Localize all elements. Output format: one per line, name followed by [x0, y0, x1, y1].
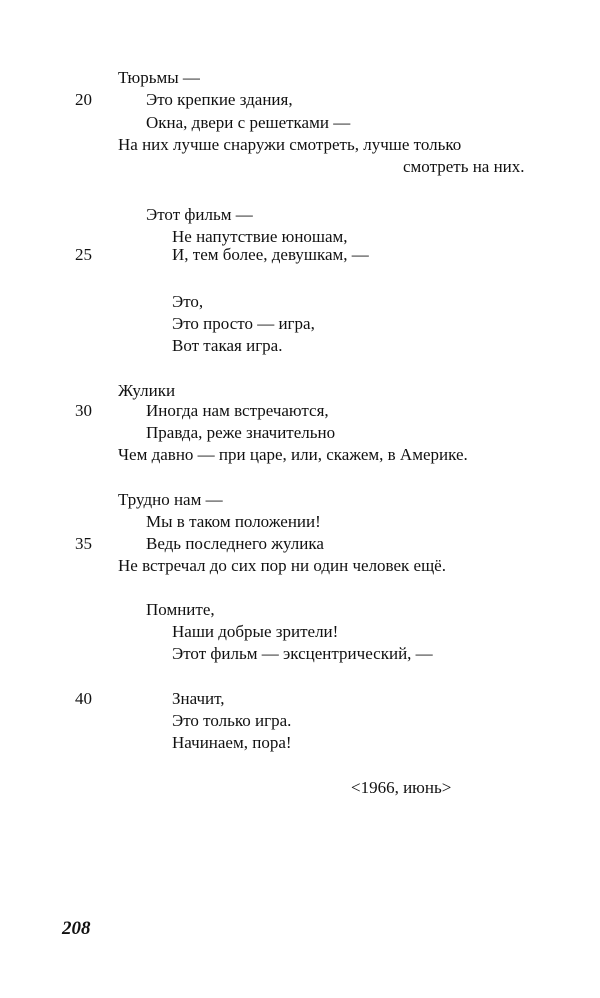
poem-line: Значит, [172, 689, 225, 708]
poem-line: Тюрьмы — [118, 68, 200, 87]
poem-line: И, тем более, девушкам, — [172, 245, 369, 264]
poem-line: Это только игра. [172, 711, 292, 730]
poem-line: Этот фильм — [146, 205, 253, 224]
line-number: 35 [75, 534, 92, 553]
line-number: 30 [75, 401, 92, 420]
poem-line: Мы в таком положении! [146, 512, 321, 531]
poem-line: Это просто — игра, [172, 314, 315, 333]
line-number: 20 [75, 90, 92, 109]
poem-line-continuation: смотреть на них. [403, 157, 525, 176]
poem-line: На них лучше снаружи смотреть, лучше только [118, 135, 462, 154]
line-number: 25 [75, 245, 92, 264]
poem-line: Это, [172, 292, 204, 311]
line-number: 40 [75, 689, 92, 708]
poem-line: Помните, [146, 600, 215, 619]
poem-line: Этот фильм — эксцентрический, — [172, 644, 433, 663]
poem-line: Трудно нам — [118, 490, 223, 509]
poem-line: Не встречал до сих пор ни один человек ещё. [118, 556, 446, 575]
poem-line: Это крепкие здания, [146, 90, 293, 109]
poem-line: Правда, реже значительно [146, 423, 336, 442]
poem-line: Жулики [118, 381, 176, 400]
poem-line: Иногда нам встречаются, [146, 401, 329, 420]
poem-date: <1966, июнь> [351, 778, 452, 797]
poem-line: Окна, двери с решетками — [146, 113, 351, 132]
poem-line: Начинаем, пора! [172, 733, 292, 752]
poem-line: Ведь последнего жулика [146, 534, 324, 553]
poem-line: Вот такая игра. [172, 336, 283, 355]
poem-line: Не напутствие юношам, [172, 227, 348, 246]
poem-line: Чем давно — при царе, или, скажем, в Америке. [118, 445, 468, 464]
poem-line: Наши добрые зрители! [172, 622, 339, 641]
page-number: 208 [62, 918, 91, 939]
